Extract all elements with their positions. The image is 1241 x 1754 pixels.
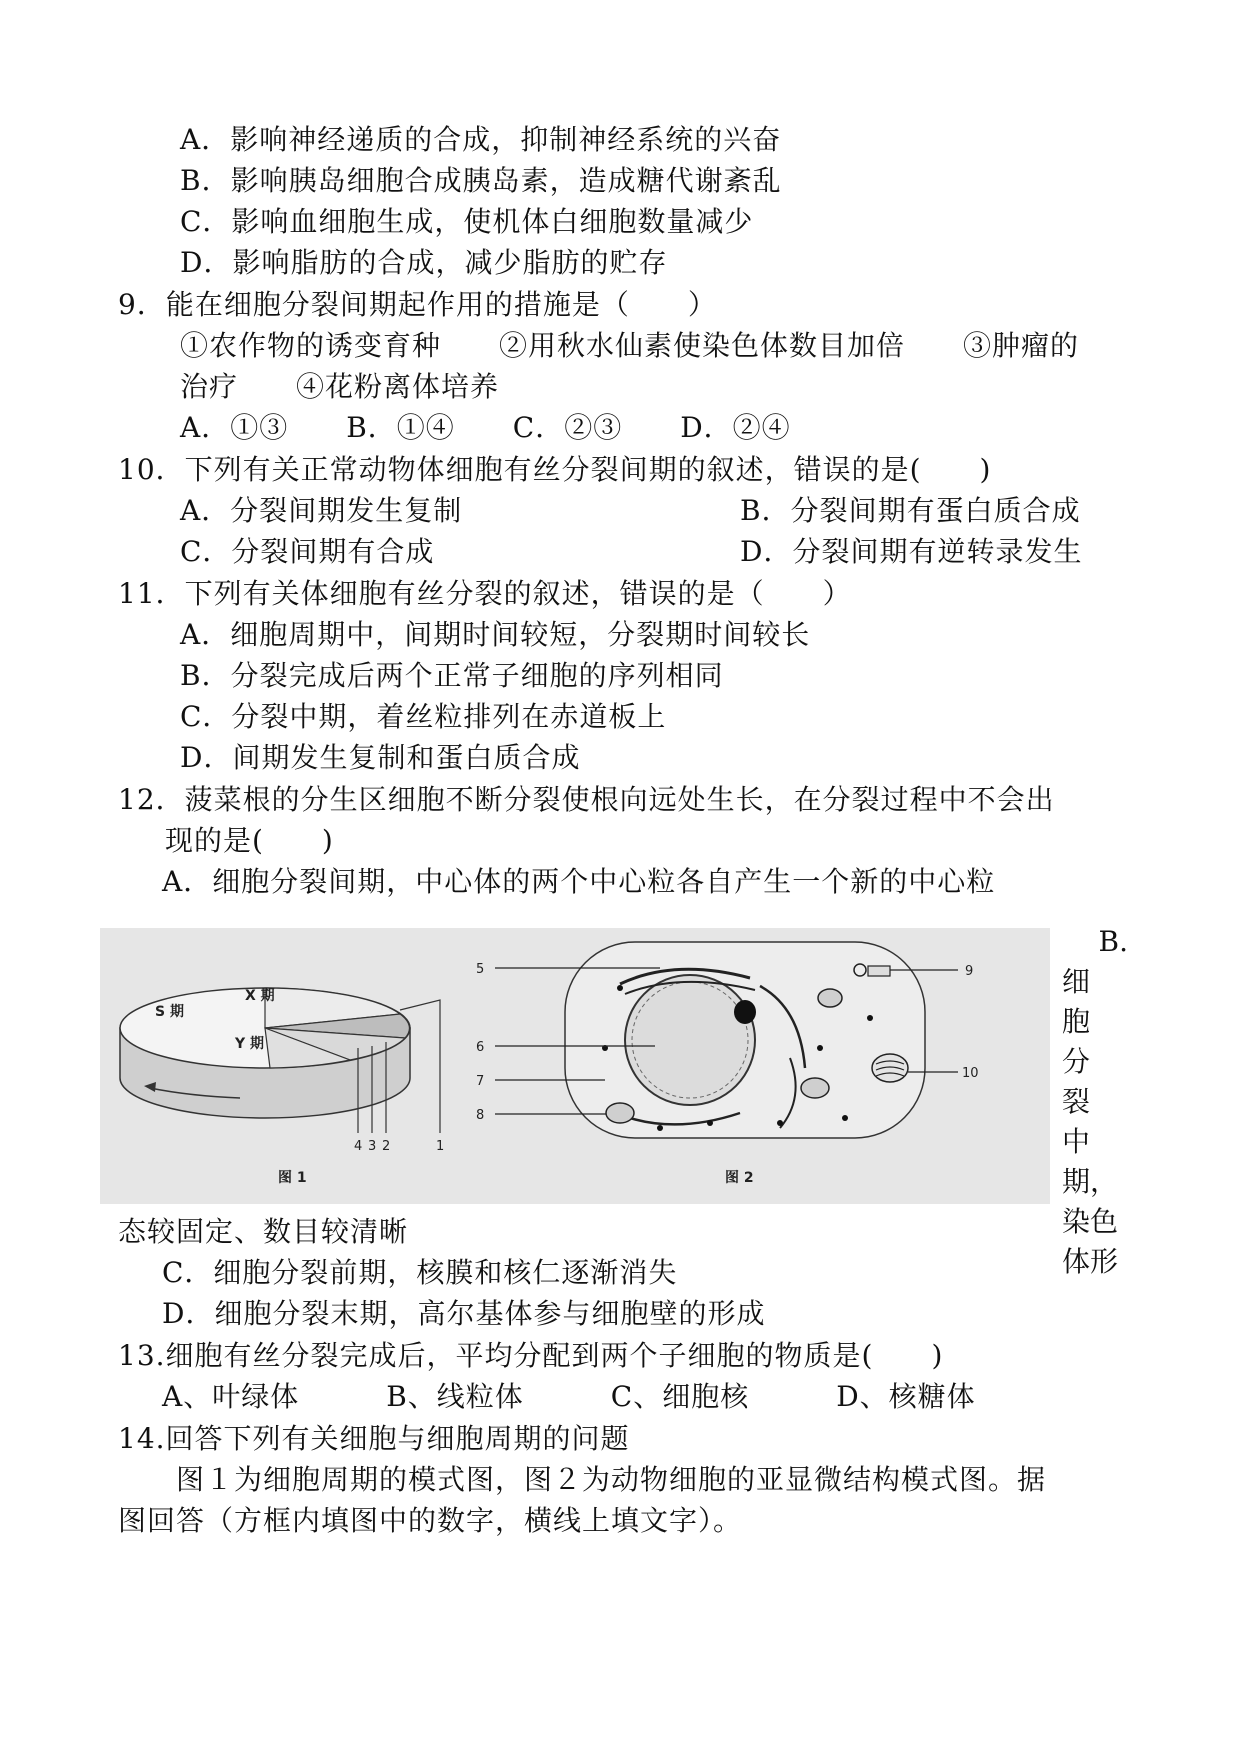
q12-option-b-char: 裂 <box>1062 1085 1091 1118</box>
figure1-sector-y: Y 期 <box>235 1036 265 1052</box>
q10-option-d: D．分裂间期有逆转录发生 <box>740 535 1083 568</box>
q10-option-b: B．分裂间期有蛋白质合成 <box>740 494 1081 527</box>
q11-option-c: C．分裂中期，着丝粒排列在赤道板上 <box>180 700 667 733</box>
q12-option-b-vertical <box>1062 922 1128 1282</box>
q14-stem: 14.回答下列有关细胞与细胞周期的问题 <box>118 1422 630 1455</box>
figure1-number-1: 1 <box>436 1139 445 1154</box>
q12-stem-line1: 12．菠菜根的分生区细胞不断分裂使根向远处生长，在分裂过程中不会出 <box>118 783 1055 816</box>
figure2-label-10: 10 <box>962 1066 979 1081</box>
q12-stem-line2: 现的是( ) <box>165 824 334 857</box>
q11-stem: 11．下列有关体细胞有丝分裂的叙述，错误的是（ ） <box>118 577 852 610</box>
figure1-number-3: 3 <box>368 1139 377 1154</box>
q10-option-a: A．分裂间期发生复制 <box>180 494 463 527</box>
figure1-number-2: 2 <box>382 1139 391 1154</box>
q9-stem: 9．能在细胞分裂间期起作用的措施是（ ） <box>118 288 717 321</box>
q9-items-line2: 治疗 ④花粉离体培养 <box>180 370 500 403</box>
figure1-sector-x: X 期 <box>245 988 275 1004</box>
q12-option-b-char: 体形 <box>1062 1245 1119 1278</box>
q11-option-a: A．细胞周期中，间期时间较短，分裂期时间较长 <box>180 618 811 651</box>
q11-option-d: D．间期发生复制和蛋白质合成 <box>180 741 581 774</box>
q12-option-b-char: 期， <box>1062 1165 1119 1198</box>
q12-option-d: D．细胞分裂末期，高尔基体参与细胞壁的形成 <box>162 1297 766 1330</box>
figure1-sector-s: S 期 <box>155 1004 184 1020</box>
q13-stem: 13.细胞有丝分裂完成后，平均分配到两个子细胞的物质是( ) <box>118 1339 944 1372</box>
q12-option-b-char: 胞 <box>1062 1005 1091 1038</box>
figure2-label-6: 6 <box>476 1040 485 1055</box>
q12-option-b-char: 中 <box>1062 1125 1091 1158</box>
q12-option-a: A．细胞分裂间期，中心体的两个中心粒各自产生一个新的中心粒 <box>162 865 996 898</box>
q12-option-b-char: 染色 <box>1062 1205 1119 1238</box>
q11-option-b: B．分裂完成后两个正常子细胞的序列相同 <box>180 659 724 692</box>
figure2-label-9: 9 <box>965 964 974 979</box>
figure1-number-4: 4 <box>354 1139 363 1154</box>
q9-options: A．①③ B．①④ C．②③ D．②④ <box>180 411 791 444</box>
q10-option-c: C．分裂间期有合成 <box>180 535 435 568</box>
q14-paragraph-line1: 图１为细胞周期的模式图，图２为动物细胞的亚显微结构模式图。据 <box>118 1463 1047 1496</box>
q13-options: A、叶绿体 B、线粒体 C、细胞核 D、核糖体 <box>162 1380 976 1413</box>
q8-option-c: C．影响血细胞生成，使机体白细胞数量减少 <box>180 205 754 238</box>
q12-option-b-char: 分 <box>1062 1045 1091 1078</box>
figure2-animal-cell <box>476 942 979 1186</box>
figure1-cell-cycle-pie <box>120 988 444 1186</box>
figure2-label-5: 5 <box>476 962 485 977</box>
q14-paragraph-line2: 图回答（方框内填图中的数字，横线上填文字）。 <box>118 1504 743 1537</box>
q8-option-b: B．影响胰岛细胞合成胰岛素，造成糖代谢紊乱 <box>180 164 782 197</box>
q8-option-d: D．影响脂肪的合成，减少脂肪的贮存 <box>180 246 668 279</box>
figure-panel <box>100 928 1050 1204</box>
q9-items-line1: ①农作物的诱变育种 ②用秋水仙素使染色体数目加倍 ③肿瘤的 <box>180 329 1080 362</box>
q8-option-a: A．影响神经递质的合成，抑制神经系统的兴奋 <box>180 123 782 156</box>
q10-stem: 10．下列有关正常动物体细胞有丝分裂间期的叙述，错误的是( ) <box>118 453 992 486</box>
q12-option-c: C．细胞分裂前期，核膜和核仁逐渐消失 <box>162 1256 678 1289</box>
figure1-caption: 图 1 <box>278 1170 307 1186</box>
q12-option-b-tail: 态较固定、数目较清晰 <box>118 1215 409 1248</box>
figure2-caption: 图 2 <box>725 1170 754 1186</box>
q12-option-b-char: B. <box>1098 925 1128 958</box>
figure2-label-7: 7 <box>476 1074 485 1089</box>
figure2-label-8: 8 <box>476 1108 485 1123</box>
q12-option-b-char: 细 <box>1062 965 1091 998</box>
